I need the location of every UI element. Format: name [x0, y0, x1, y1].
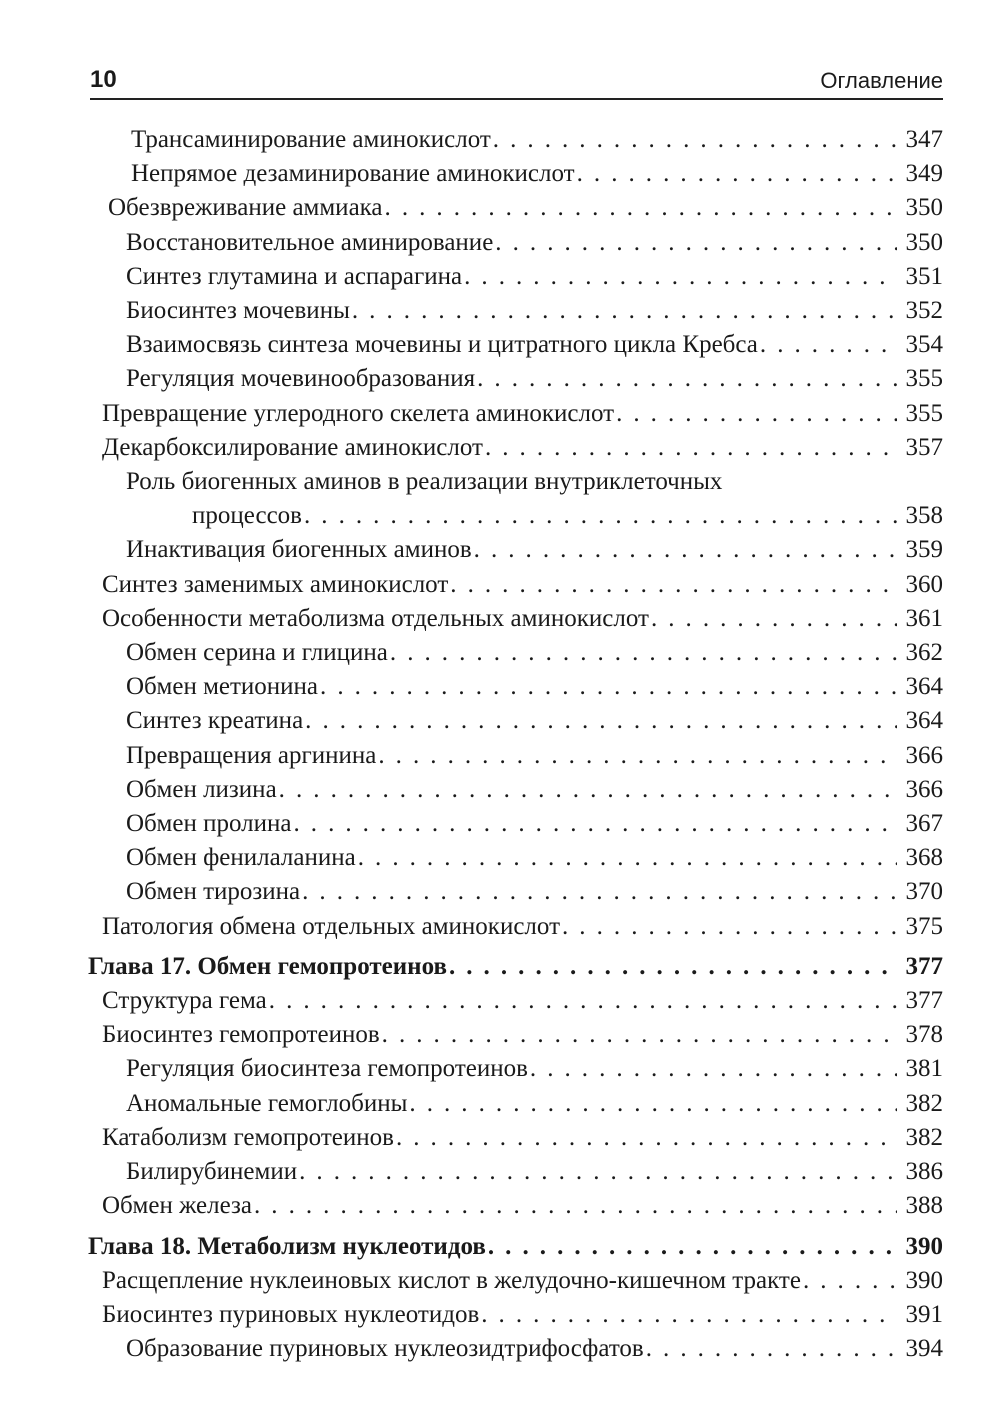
toc-entry[interactable] [88, 328, 943, 362]
toc-leader-dots [449, 950, 897, 984]
toc-leader-dots [396, 1121, 897, 1155]
toc-leader-dots [651, 602, 897, 636]
toc-entry-title: Инактивация биогенных аминов [126, 536, 472, 564]
toc-entry-page: 381 [905, 1055, 943, 1083]
toc-leader-dots [530, 1052, 897, 1086]
toc-entry[interactable] [88, 397, 943, 431]
toc-entry-title: Роль биогенных аминов в реализации внутриклеточных [126, 468, 723, 496]
toc-entry[interactable] [88, 568, 943, 602]
toc-leader-dots [562, 910, 897, 944]
toc-entry-page: 349 [905, 160, 943, 188]
page-header [90, 62, 943, 100]
toc-entry-title: Синтез креатина [126, 707, 304, 735]
toc-entry-title: Особенности метаболизма отдельных аминокислот [102, 604, 649, 632]
toc-leader-dots [385, 191, 897, 225]
toc-entry-page: 362 [905, 639, 943, 667]
toc-leader-dots [254, 1189, 897, 1223]
toc-entry-title: Расщепление нуклеиновых кислот в желудочно-кишечном тракте [102, 1266, 801, 1294]
toc-entry-page: 355 [905, 399, 943, 427]
toc-entry-page: 386 [905, 1158, 943, 1186]
toc-entry-title: Обмен фенилаланина [126, 844, 356, 872]
toc-entry-page: 354 [905, 331, 943, 359]
toc-leader-dots [577, 157, 897, 191]
toc-leader-dots [803, 1264, 897, 1298]
toc-entry[interactable] [88, 123, 943, 157]
toc-entry[interactable] [88, 984, 943, 1018]
toc-entry-title: Синтез заменимых аминокислот [102, 570, 449, 598]
toc-entry-title: Обезвреживание аммиака [108, 194, 383, 222]
toc-leader-dots [464, 260, 897, 294]
toc-entry[interactable] [88, 431, 943, 465]
toc-leader-dots [299, 1155, 897, 1189]
page-number: 10 [90, 66, 117, 93]
toc-leader-dots [302, 875, 897, 909]
toc-entry-title: Восстановительное аминирование [126, 228, 494, 256]
toc-entry-title: Превращение углеродного скелета аминокислот [102, 399, 615, 427]
toc-entry[interactable] [88, 910, 943, 944]
toc-entry-title-continuation: процессов [192, 502, 302, 530]
toc-entry[interactable] [88, 1052, 943, 1086]
toc-entry-title: Катаболизм гемопротеинов [102, 1123, 394, 1151]
toc-entry[interactable] [88, 670, 943, 704]
toc-entry[interactable] [88, 602, 943, 636]
toc-entry-title: Образование пуриновых нуклеозидтрифосфатов [126, 1335, 644, 1363]
toc-entry-page: 390 [905, 1232, 943, 1260]
toc-entry-page: 359 [905, 536, 943, 564]
toc-leader-dots [409, 1087, 897, 1121]
toc-entry-title: Биосинтез пуриновых нуклеотидов [102, 1300, 480, 1328]
toc-entry-page: 352 [905, 297, 943, 325]
toc-entry-title: Биосинтез гемопротеинов [102, 1021, 380, 1049]
toc-entry[interactable] [88, 1332, 943, 1366]
toc-entry[interactable] [88, 841, 943, 875]
toc-entry-page: 361 [905, 604, 943, 632]
toc-leader-dots [488, 1230, 897, 1264]
toc-leader-dots [320, 670, 897, 704]
toc-entry[interactable] [88, 636, 943, 670]
toc-entry-title: Билирубинемии [126, 1158, 298, 1186]
toc-entry[interactable] [88, 362, 943, 396]
toc-entry[interactable] [88, 1155, 943, 1189]
toc-entry-page: 364 [905, 707, 943, 735]
toc-entry-title: Патология обмена отдельных аминокислот [102, 912, 560, 940]
toc-entry[interactable] [88, 157, 943, 191]
toc-leader-dots [646, 1332, 897, 1366]
toc-entry-title: Синтез глутамина и аспарагина [126, 262, 463, 290]
toc-entry-page: 370 [905, 878, 943, 906]
toc-entry[interactable] [88, 191, 943, 225]
toc-entry-page: 394 [905, 1335, 943, 1363]
toc-leader-dots [305, 704, 897, 738]
toc-entry-page: 350 [905, 228, 943, 256]
toc-leader-dots [495, 226, 897, 260]
toc-entry-page: 377 [905, 987, 943, 1015]
toc-leader-dots [382, 1018, 897, 1052]
toc-entry-title: Трансаминирование аминокислот [131, 126, 491, 153]
toc-entry-title: Непрямое дезаминирование аминокислот [131, 160, 575, 188]
toc-entry[interactable] [88, 1264, 943, 1298]
toc-entry-title: Регуляция мочевинообразования [126, 365, 476, 393]
toc-entry[interactable] [88, 1087, 943, 1121]
toc-entry[interactable] [88, 739, 943, 773]
toc-entry-page: 388 [905, 1192, 943, 1220]
toc-entry[interactable] [88, 704, 943, 738]
toc-leader-dots [493, 123, 897, 157]
toc-leader-dots [352, 294, 897, 328]
toc-entry-page: 358 [905, 502, 943, 530]
toc-leader-dots [477, 362, 897, 396]
toc-entry-page: 390 [905, 1266, 943, 1294]
toc-entry-page: 382 [905, 1089, 943, 1117]
toc-entry-page: 367 [905, 810, 943, 838]
toc-entry-title: Обмен пролина [126, 810, 292, 838]
toc-leader-dots [269, 984, 897, 1018]
toc-entry-page: 375 [905, 912, 943, 940]
toc-entry[interactable] [88, 226, 943, 260]
toc-leader-dots [390, 636, 897, 670]
running-title: Оглавление [820, 68, 943, 93]
toc-entry-page: 351 [905, 262, 943, 290]
table-of-contents [88, 123, 943, 1366]
toc-entry[interactable] [88, 533, 943, 567]
toc-entry-title: Регуляция биосинтеза гемопротеинов [126, 1055, 528, 1083]
toc-chapter-entry[interactable] [88, 950, 943, 984]
toc-entry[interactable] [88, 773, 943, 807]
toc-entry-page: 347 [905, 126, 943, 153]
toc-leader-dots [616, 397, 897, 431]
toc-leader-dots [378, 739, 897, 773]
toc-entry-page: 377 [905, 952, 943, 980]
toc-entry[interactable] [88, 875, 943, 909]
toc-leader-dots [279, 773, 897, 807]
toc-entry-title: Структура гема [102, 987, 267, 1015]
toc-entry-page: 378 [905, 1021, 943, 1049]
toc-entry-title: Декарбоксилирование аминокислот [102, 433, 483, 461]
toc-entry-title: Обмен железа [102, 1192, 252, 1220]
toc-entry[interactable] [88, 1298, 943, 1332]
toc-entry[interactable] [88, 465, 943, 533]
toc-entry[interactable] [88, 807, 943, 841]
toc-entry-page: 382 [905, 1123, 943, 1151]
toc-leader-dots [474, 533, 897, 567]
toc-entry-page: 391 [905, 1300, 943, 1328]
toc-entry-page: 364 [905, 673, 943, 701]
toc-entry-title: Аномальные гемоглобины [126, 1089, 408, 1117]
toc-entry-page: 360 [905, 570, 943, 598]
toc-entry-page: 350 [905, 194, 943, 222]
toc-entry-title: Обмен лизина [126, 775, 277, 803]
toc-leader-dots [481, 1298, 897, 1332]
toc-entry[interactable] [88, 260, 943, 294]
toc-entry[interactable] [88, 1018, 943, 1052]
toc-entry-page: 368 [905, 844, 943, 872]
toc-leader-dots [485, 431, 897, 465]
toc-chapter-title: Глава 18. Метаболизм нуклеотидов [88, 1232, 486, 1260]
toc-entry-page: 357 [905, 433, 943, 461]
toc-entry[interactable] [88, 1121, 943, 1155]
toc-entry-title: Обмен тирозина [126, 878, 301, 906]
toc-leader-dots [293, 807, 897, 841]
toc-leader-dots [450, 568, 897, 602]
toc-entry-title: Обмен серина и глицина [126, 639, 388, 667]
toc-chapter-title: Глава 17. Обмен гемопротеинов [88, 952, 447, 980]
toc-entry-title: Превращения аргинина [126, 741, 377, 769]
toc-entry-page: 366 [905, 775, 943, 803]
toc-entry-title: Взаимосвязь синтеза мочевины и цитратного цикла Кребса [126, 331, 758, 359]
toc-entry[interactable] [88, 1189, 943, 1223]
toc-entry-page: 366 [905, 741, 943, 769]
toc-leader-dots [760, 328, 897, 362]
toc-leader-dots [358, 841, 897, 875]
toc-entry-page: 355 [905, 365, 943, 393]
toc-leader-dots [304, 499, 897, 533]
toc-chapter-entry[interactable] [88, 1230, 943, 1264]
toc-entry-title: Обмен метионина [126, 673, 319, 701]
toc-entry[interactable] [88, 294, 943, 328]
toc-entry-title: Биосинтез мочевины [126, 297, 350, 325]
